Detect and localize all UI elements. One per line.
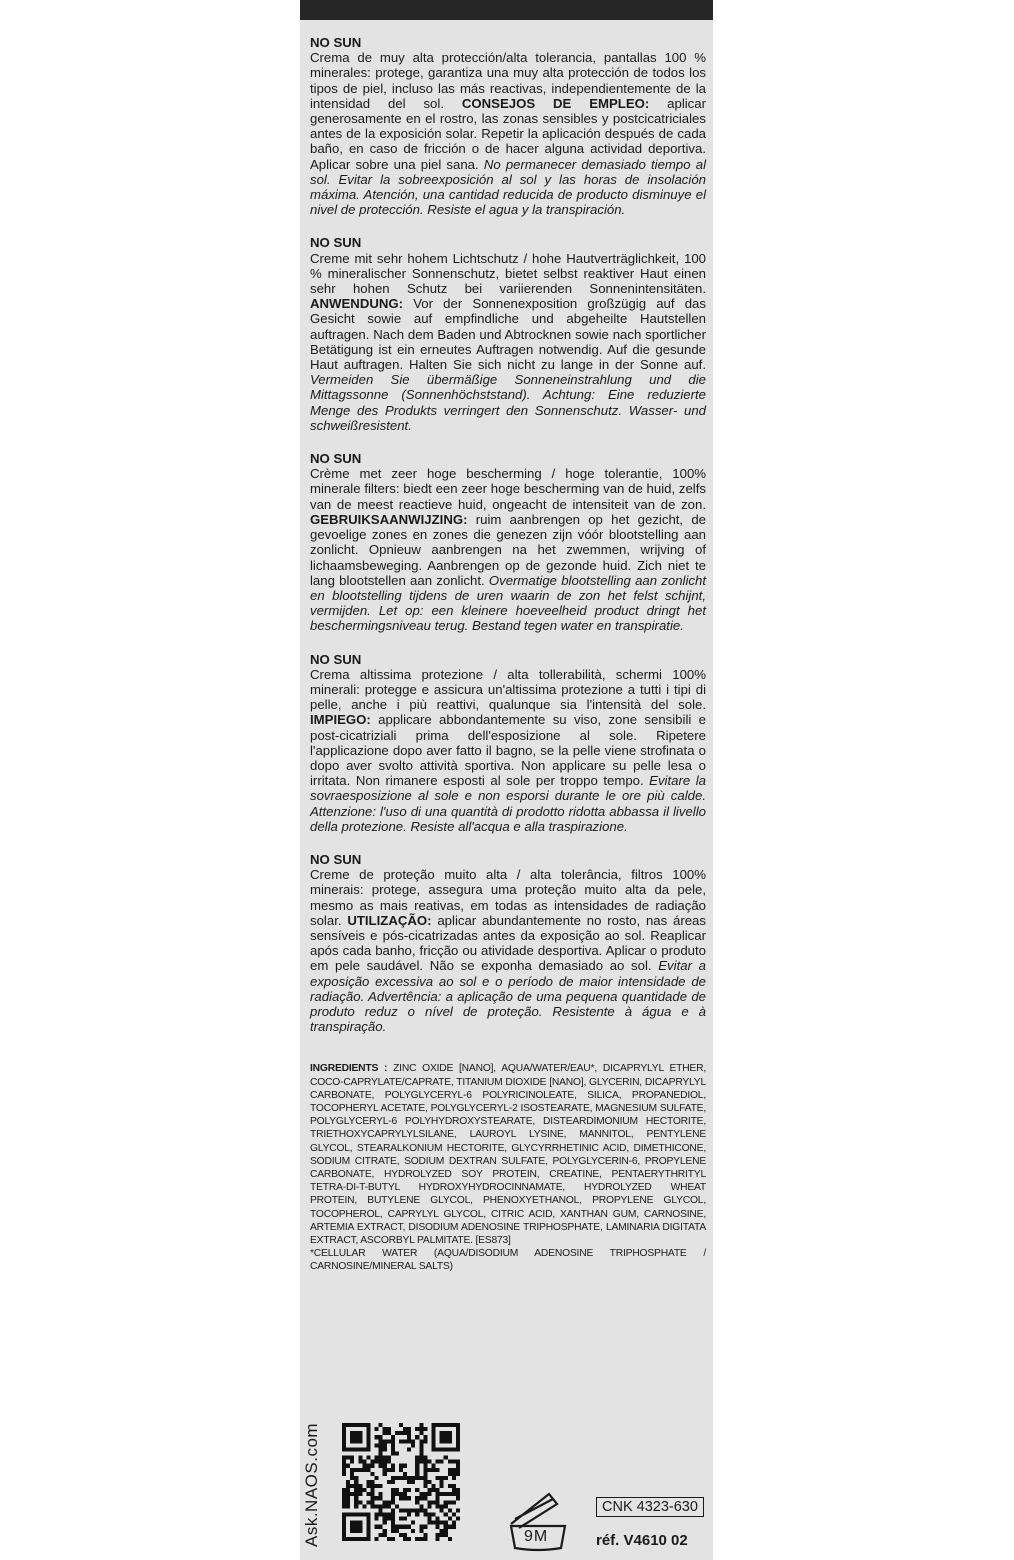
usage-text: aplicar abundantemente no rosto, nas áreas sensíveis e pós-cicatrizadas antes da exposição ao sol. Reaplicar após cada banho, fricção ou atividade desportiva. Aplicar o produto em pele saudável. Não se exponha demasiado ao sol. [310,912,706,974]
usage-label: IMPIEGO: [310,712,371,728]
section-title: NO SUN [310,35,362,50]
section-description: Creme mit sehr hohem Lichtschutz / hohe Hautverträglichkeit, 100 % mineralischer Sonnenschutz, bietet selbst reaktiver Haut einen sehr hohen Schutz bei variierenden Sonnenintensitäten. [310,250,706,297]
usage-label: CONSEJOS DE EMPLEO: [461,95,650,111]
ingredients-list [310,1062,706,1273]
section-title: NO SUN [310,235,362,251]
usage-label: UTILIZAÇÃO: [347,912,432,928]
section-title: NO SUN [310,651,362,667]
top-bar [300,0,713,20]
pao-label: 9M [524,1528,549,1545]
qr-code-icon [342,1416,460,1548]
usage-text: Vor der Sonnenexposition großzügig auf das Gesicht sowie auf empfindliche und abgeheilte Hautstellen auftragen. Nach dem Baden und Abtrocknen sowie nach sportlicher Betätigung ist ein erneutes Auftragen notwendig. Auf die gesunde Haut auftragen. Halten Sie sich nicht zu lange in der Sonne auf. [310,296,706,373]
reference-code: réf. V4610 02 [596,1532,688,1549]
warning-text: Overmatige blootstelling aan zonlicht en blootstelling tijdens de uren waarin de zon het felst schijnt, vermijden. Let op: een kleinere hoeveelheid product dringt het beschermingsniveau terug. Bestand tegen water en transpiratie. [310,572,707,634]
ingredients-label: INGREDIENTS : [310,1063,388,1075]
section-it [310,652,706,834]
section-nl [310,451,706,633]
section-de [310,235,706,433]
section-description: Crème met zeer hoge bescherming / hoge tolerantie, 100% minerale filters: biedt een zeer hoge bescherming van de huid, zelfs van de meest reactieve huid, ongeacht de intensiteit van de zon. [310,466,706,512]
section-es [310,35,706,217]
usage-text: applicare abbondantemente su viso, zone sensibili e post-cicatriziali prima dell'esposizione al sole. Ripetere l'applicazione dopo aver fatto il bagno, se la pelle viene strofinata o dopo aver svolto attività sportiva. Non applicare su pelle lesa o irritata. Non rimanere esposti al sole per troppo tempo. [310,712,706,789]
usage-label: GEBRUIKSAANWIJZING: [310,511,468,527]
warning-text: Evitar a exposição excessiva ao sol e o período de maior intensidade de radiação. Advertência: a aplicação de uma pequena quantidade de produto reduz o nível de proteção. Resistente à água e à transpiração. [310,958,706,1035]
warning-text: No permanecer demasiado tiempo al sol. Evitar la sobreexposición al sol y las horas de insolación máxima. Atención, una cantidad reducida de producto disminuye el nivel de protección. Resiste el agua y la transpiración. [310,156,706,218]
section-description: Crema de muy alta protección/alta tolerancia, pantallas 100 % minerales: protege, garantiza una muy alta protección de todos los tipos de piel, incluso las más reactivas, independientemente de la intensidad del sol. [310,50,706,111]
cnk-code: CNK 4323-630 [596,1497,704,1517]
section-title: NO SUN [310,851,362,867]
usage-text: aplicar generosamente en el rostro, las zonas sensibles y postcicatriciales antes de la exposición solar. Repetir la aplicación después de cada baño, en caso de fricción o de hacer alguna actividad deportiva. Aplicar sobre una piel sana. [310,95,706,172]
usage-text: ruim aanbrengen op het gezicht, de gevoelige zones en zones die genezen zijn vóór blootstelling aan zonlicht. Opnieuw aanbrengen na het zwemmen, wrijving of lichaamsbeweging. Aanbrengen op de gezonde huid. Zich niet te lang blootstellen aan zonlicht. [310,511,706,588]
ingredients-footnote: *CELLULAR WATER (AQUA/DISODIUM ADENOSINE TRIPHOSPHATE / CARNOSINE/MINERAL SALTS) [310,1248,706,1273]
section-pt [310,852,706,1034]
website-text: Ask.NAOS.com [302,1422,321,1547]
warning-text: Evitare la sovraesposizione al sole e non esporsi durante le ore più calde. Attenzione: l'uso di una quantità di prodotto ridotta abbassa il livello della protezione. Resiste all'acqua e alla traspirazione. [310,773,706,834]
ingredients-text: ZINC OXIDE [NANO], AQUA/WATER/EAU*, DICAPRYLYL ETHER, COCO-CAPRYLATE/CAPRATE, TITANIUM DIOXIDE [NANO], GLYCERIN, DICAPRYLYL CARBONATE, POLYGLYCERYL-6 POLYRICINOLEATE, SILICA, PROPANEDIOL, TOCOPHERYL ACETATE, POLYGLYCERYL-2 ISOSTEARATE, MAGNESIUM SULFATE, POLYGLYCERYL-6 POLYHYDROXYSTEARATE, DISTEARDIMONIUM HECTORITE, TRIETHOXYCAPRYLYLSILANE, LAUROYL LYSINE, MANNITOL, PENTYLENE GLYCOL, STEARALKONIUM HECTORITE, GLYCYRRHETINIC ACID, DIMETHICONE, SODIUM CITRATE, SODIUM DEXTRAN SULFATE, POLYGLYCERIN-6, PROPYLENE CARBONATE, HYDROLYZED SOY PROTEIN, CREATINE, PENTAERYTHRITYL TETRA-DI-T-BUTYL HYDROXYHYDROCINNAMATE, HYDROLYZED WHEAT PROTEIN, BUTYLENE GLYCOL, PHENOXYETHANOL, PROPYLENE GLYCOL, TOCOPHEROL, CAPRYLYL GLYCOL, CITRIC ACID, XANTHAN GUM, CARNOSINE, ARTEMIA EXTRACT, DISODIUM ADENOSINE TRIPHOSPHATE, LAMINARIA DIGITATA EXTRACT, ASCORBYL PALMITATE. [ES873] [310,1063,706,1247]
section-description: Creme de proteção muito alta / alta tolerância, filtros 100% minerais: protege, assegura uma proteção muito alta da pele, mesmo as mais reativas, em todas as intensidades de radiação solar. [310,867,706,928]
label-content [310,35,706,1274]
warning-text: Vermeiden Sie übermäßige Sonneneinstrahlung und die Mittagssonne (Sonnenhöchststand). Achtung: Eine reduzierte Menge des Produkts verringert den Sonnenschutz. Wasser- und schweißresistent. [310,372,706,433]
section-description: Crema altissima protezione / alta tollerabilità, schermi 100% minerali: protegge e assicura un'altissima protezione a tutti i tipi di pelle, anche i più reattivi, qualunque sia l'intensità del sole. [310,666,706,713]
usage-label: ANWENDUNG: [310,296,404,312]
section-title: NO SUN [310,451,362,467]
product-label-panel [300,0,713,1560]
